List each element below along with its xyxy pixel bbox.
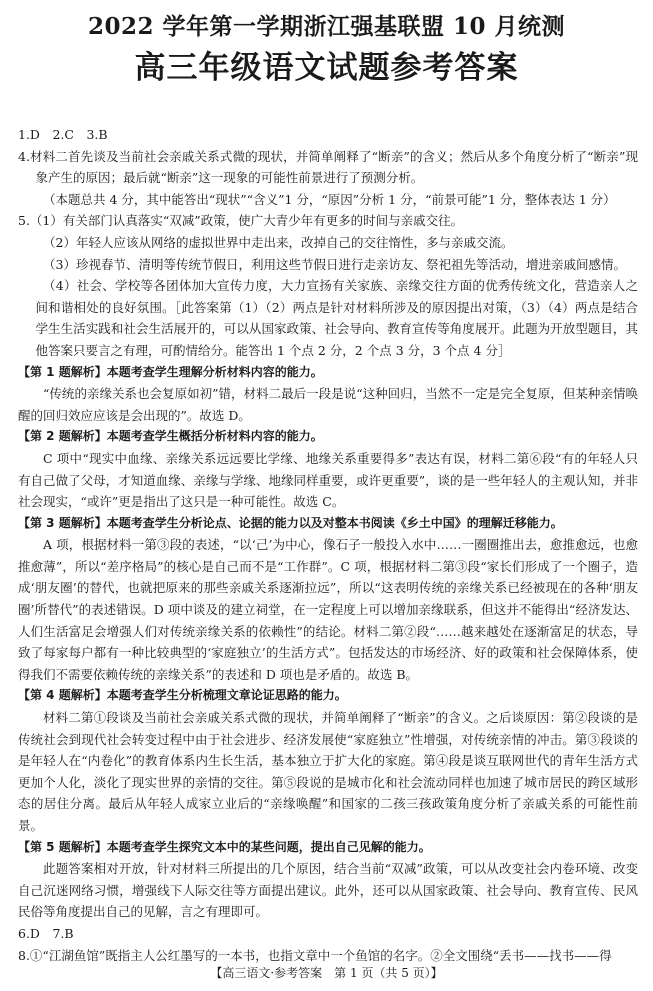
q4-analysis-text: 材料二第①段谈及当前社会亲戚关系式微的现状，并简单阐释了“断亲”的含义。之后谈原因：第②段谈的是传统社会到现代社会转变过程中由于社会进步、经济发展使“家庭独立”性增强，对传统亲情的冲击。第③段谈的是年轻人在“内卷化”的教育体系内生长生活，基本独立于扩大化的家庭。第④段是谈互联网世代的青年生活方式更加个人化，淡化了现实世界的亲情的交往。第⑤段说的是城市化和社会流动同样也加速了城市居民的跨区域形态的居住分离。最后从年轻人成家立业后的“亲缘唤醒”和国家的二孩三孩政策角度分析了亲戚关系的可能性前景。 (18, 710, 638, 833)
answers-6-7: 6.D 7.B (18, 925, 74, 941)
q3-analysis-heading: 【第 3 题解析】本题考查学生分析论点、论据的能力以及对整本书阅读《乡土中国》的理解迁移能力。 (18, 515, 563, 530)
answer-4: 4.材料二首先谈及当前社会亲戚关系式微的现状，并简单阐释了“断亲”的含义；然后从多个角度分析了“断亲”现象产生的原因；最后就“断亲”这一现象的可能性前景进行了预测分析。 (18, 148, 638, 186)
q3-analysis-text: A 项，根据材料一第③段的表述，“以‘己’为中心，像石子一般投入水中……一圈圈推出去，愈推愈远，也愈推愈薄”，所以“差序格局”的核心是自己而不是“工作群”。C 项，根据材料二第③段“家长们形成了一个圈子，造成‘朋友圈’的替代，也就把原来的那些亲戚关系逐渐拉远”，所以“这表明传统的亲缘关系已经被现在的各种‘朋友圈’所替代”的表述错误。D 项中谈及的建立祠堂，在一定程度上可以增加亲缘联系，但这并不能得出“经济发达、人们生活富足会增强人们对传统亲缘关系的依赖性”的结论。材料二第②段“……越来越处在逐渐富足的状态，导致了每家每户都有一种比较典型的‘家庭独立’的生活方式”。包括发达的市场经济、好的政策和社会保障体系，使得我们不需要依赖传统的亲缘关系”的表述和 D 项也是矛盾的。故选 B。 (18, 537, 638, 682)
q2-analysis-heading: 【第 2 题解析】本题考查学生概括分析材料内容的能力。 (18, 429, 323, 444)
q5-analysis-text: 此题答案相对开放，针对材料三所提出的几个原因，结合当前“双减”政策，可以从改变社会内卷环境、改变自己沉迷网络习惯，增强线下人际交往等方面提出建议。此外，还可以从国家政策、社会导向、教育宣传、民风民俗等角度提出自己的见解，言之有理即可。 (18, 861, 638, 920)
exam-title: 2022 学年第一学期浙江强基联盟 10 月统测 (87, 13, 566, 40)
q5-analysis-heading: 【第 5 题解析】本题考查学生探究文本中的某些问题，提出自己见解的能力。 (18, 839, 431, 854)
answer-5-point-2: （2）年轻人应该从网络的虚拟世界中走出来，改掉自己的交往惰性，多与亲戚交流。 (43, 234, 514, 250)
answer-5-point-4: （4）社会、学校等各团体加大宣传力度，大力宣扬有关家族、亲缘交往方面的优秀传统文化，营造亲人之间和谐相处的良好氛围。［此答案第（1）（2）两点是针对材料所涉及的原因提出对策，（3）（4）两点是结合学生生活实践和社会生活展开的，可以从国家政策、社会导向、教育宣传等角度展开。此题为开放型题目，其他答案只要言之有理，可酌情给分。能答出 1 个点 2 分，2 个点 3 分，3 个点 4 分］ (35, 278, 638, 358)
answer-5-point-1: 5.（1）有关部门认真落实“双减”政策，使广大青少年有更多的时间与亲戚交往。 (18, 213, 464, 229)
answer-4-scoring: （本题总共 4 分，其中能答出“现状”“含义”1 分，“原因”分析 1 分，“前景可能”1 分，整体表达 1 分） (43, 191, 616, 207)
q2-analysis-text: C 项中“现实中血缘、亲缘关系远远要比学缘、地缘关系重要得多”表达有误，材料二第⑥段“有的年轻人只有自己做了父母，才知道血缘、亲缘与学缘、地缘同样重要，或许更重要”，谈的是一些年轻人的主观认知，并非社会现实，“或许”更是指出了这只是一种可能性。故选 C。 (18, 450, 638, 510)
answers-1-3: 1.D 2.C 3.B (18, 127, 108, 142)
q4-analysis-heading: 【第 4 题解析】本题考查学生分析梳理文章论证思路的能力。 (18, 688, 347, 703)
answer-5-point-3: （3）珍视春节、清明等传统节假日，利用这些节假日进行走亲访友、祭祀祖先等活动，增进亲戚间感情。 (43, 256, 626, 272)
exam-subtitle: 高三年级语文试题参考答案 (134, 50, 519, 86)
q1-analysis-heading: 【第 1 题解析】本题考查学生理解分析材料内容的能力。 (18, 364, 323, 379)
q1-analysis-text: “传统的亲缘关系也会复原如初”错，材料二最后一段是说“这种回归，当然不一定是完全复原，但某种亲情唤醒的回归效应应该是会出现的”。故选 D。 (18, 386, 638, 423)
answer-8: 8.①“江湖鱼馆”既指主人公红墨写的一本书，也指文章中一个鱼馆的名字。②全文围绕“丢书——找书——得 (18, 947, 612, 963)
answer-body (18, 124, 638, 966)
page-footer: 【高三语文·参考答案 第 1 页（共 5 页）】 (210, 966, 443, 980)
